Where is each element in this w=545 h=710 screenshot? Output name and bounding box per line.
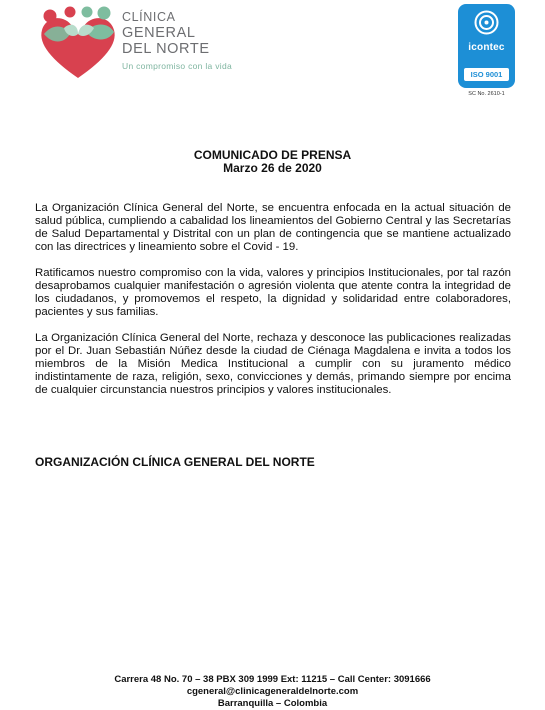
paragraph-2: Ratificamos nuestro compromiso con la vida, valores y principios Institucionales, por tal razón desaprobamos cualquier manifestación o agresión violenta que atente contra la integridad de los ciudadanos, y promovemos el respeto, la dignidad y solidaridad entre colaboradores, pacientes y sus familias.: [35, 267, 511, 318]
certificate-code: SC No. 2610-1: [468, 91, 505, 97]
letterhead: [0, 0, 545, 110]
icontec-certification-badge: [458, 4, 515, 88]
document-title: COMUNICADO DE PRENSA: [193, 148, 352, 162]
document-body: [35, 202, 511, 410]
brand-name: [122, 10, 282, 71]
brand-line-general: GENERAL: [122, 25, 196, 41]
brand-line-clinica: CLÍNICA: [122, 10, 176, 24]
brand-line-del-norte: DEL NORTE: [122, 41, 210, 57]
brand-tagline: Un compromiso con la vida: [122, 61, 233, 71]
icontec-name: icontec: [468, 42, 505, 53]
family-heart-logo-icon: [38, 4, 118, 82]
footer-email: cgeneral@clinicageneraldelnorte.com: [186, 686, 359, 697]
paragraph-1: La Organización Clínica General del Norte, se encuentra enfocada en la actual situación de salud pública, cumpliendo a cabalidad los lineamientos del Gobierno Central y las Secretarías de Salud Departamental y Distrital con un plan de contingencia que se mantiene actualizado con las directrices y lineamiento sobre el Covid - 19.: [35, 202, 511, 253]
icontec-logo-icon: [474, 10, 499, 35]
document-date: Marzo 26 de 2020: [223, 161, 322, 175]
iso-label: ISO 9001: [464, 68, 509, 81]
paragraph-3: La Organización Clínica General del Norte, rechaza y desconoce las publicaciones realizadas por el Dr. Juan Sebastián Núñez desde la ciudad de Ciénaga Magdalena e invita a todos los miembros de la Misión Medica Institucional a cumplir con su juramento médico indistintamente de raza, religión, sexo, convicciones y demás, primando siempre por encima de cualquier circunstancia nuestros principios y valores institucionales.: [35, 332, 511, 396]
signature: ORGANIZACIÓN CLÍNICA GENERAL DEL NORTE: [35, 455, 315, 469]
footer-address: Carrera 48 No. 70 – 38 PBX 309 1999 Ext: 11215 – Call Center: 3091666: [114, 674, 431, 685]
footer-city: Barranquilla – Colombia: [217, 698, 328, 709]
document-heading: [0, 149, 545, 175]
footer: [0, 674, 545, 710]
